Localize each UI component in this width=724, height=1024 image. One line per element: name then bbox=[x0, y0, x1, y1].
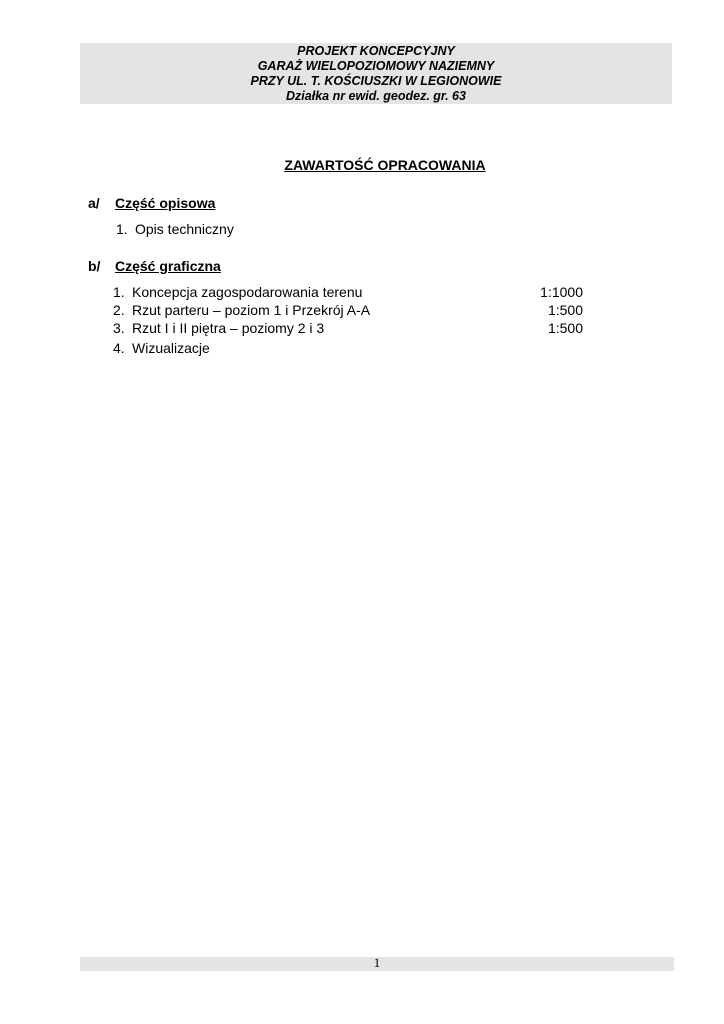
item-scale: 1:500 bbox=[547, 320, 583, 336]
item-scale: 1:1000 bbox=[540, 284, 583, 300]
item-number: 3. bbox=[113, 320, 125, 336]
list-item bbox=[113, 320, 324, 337]
section-letter: a/ bbox=[88, 195, 100, 211]
section-letter: b/ bbox=[88, 258, 101, 274]
item-number: 2. bbox=[113, 302, 125, 318]
list-item bbox=[116, 221, 234, 238]
item-text: Koncepcja zagospodarowania terenu bbox=[132, 284, 363, 300]
section-heading-descriptive bbox=[88, 195, 215, 211]
section-heading-graphic bbox=[88, 258, 221, 274]
section-label: Część graficzna bbox=[115, 258, 221, 274]
item-text: Rzut parteru – poziom 1 i Przekrój A-A bbox=[132, 302, 371, 318]
item-number: 1. bbox=[116, 221, 128, 237]
header-line-project: PROJEKT KONCEPCYJNY bbox=[297, 43, 455, 58]
item-text: Rzut I i II piętra – poziomy 2 i 3 bbox=[132, 320, 325, 336]
section-label: Część opisowa bbox=[115, 195, 216, 211]
item-number: 1. bbox=[113, 284, 125, 300]
document-header bbox=[80, 43, 672, 104]
list-item bbox=[113, 302, 370, 319]
list-item bbox=[113, 284, 362, 301]
header-line-garage: GARAŻ WIELOPOZIOMOWY NAZIEMNY bbox=[257, 58, 495, 73]
item-scale: 1:500 bbox=[547, 302, 583, 318]
header-line-address: PRZY UL. T. KOŚCIUSZKI W LEGIONOWIE bbox=[250, 73, 502, 88]
item-text: Opis techniczny bbox=[135, 221, 234, 237]
item-number: 4. bbox=[113, 340, 125, 356]
page-title: ZAWARTOŚĆ OPRACOWANIA bbox=[284, 157, 486, 173]
item-text: Wizualizacje bbox=[132, 340, 210, 356]
list-item bbox=[113, 340, 210, 357]
header-line-plot: Działka nr ewid. geodez. gr. 63 bbox=[286, 88, 466, 103]
page-number: 1 bbox=[373, 955, 381, 970]
